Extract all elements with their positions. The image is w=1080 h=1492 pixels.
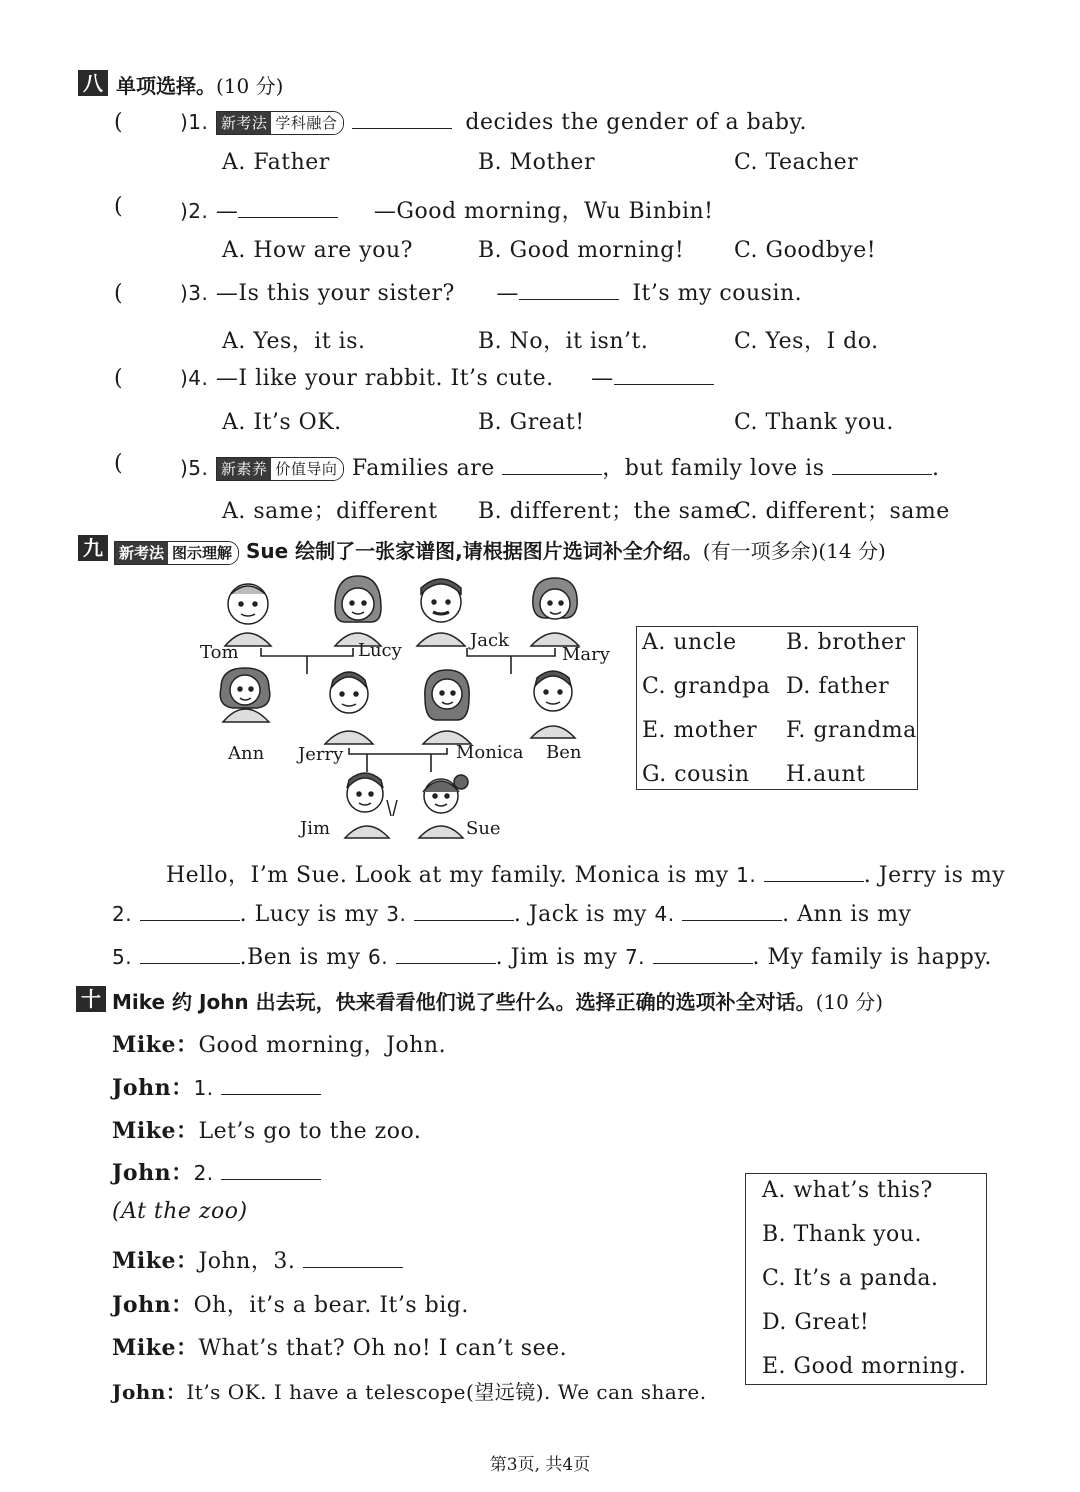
name-tom: Tom (200, 642, 239, 663)
dialog-line-3 (112, 1114, 421, 1145)
passage-l2c: . Ann is my (782, 902, 912, 927)
dialog-blank-2[interactable] (221, 1161, 321, 1180)
family-option-b: B. brother (786, 630, 906, 655)
q2-stem-after: —Good morning，Wu Binbin! (373, 199, 714, 224)
q1-option-b[interactable]: B. Mother (478, 150, 595, 175)
q5-stem-mid: ，but family love is (602, 456, 825, 481)
dialog-line-6 (112, 1244, 403, 1275)
passage-num-7: 7. (624, 945, 646, 969)
q1-stem-after: decides the gender of a baby. (465, 110, 807, 135)
dialog-text-3: Let’s go to the zoo. (198, 1119, 422, 1144)
monica-figure (423, 670, 471, 744)
ann-figure (220, 668, 270, 722)
q5-blank-2[interactable] (832, 456, 932, 475)
dialog-text-1: Good morning，John. (198, 1033, 447, 1058)
q5-paren: ( (114, 451, 123, 476)
passage-blank-1[interactable] (764, 863, 864, 882)
name-ann: Ann (228, 743, 265, 764)
jerry-figure (325, 672, 373, 744)
passage-blank-7[interactable] (653, 945, 753, 964)
section-9-tag-2: 图示理解 (168, 542, 238, 564)
dialog-text-6: John，3. (198, 1249, 296, 1274)
q1-stem (180, 110, 807, 135)
q1-num: )1. (180, 110, 209, 134)
dialog-text-5: (At the zoo) (112, 1199, 248, 1224)
q1-blank[interactable] (352, 110, 452, 129)
q4-option-a[interactable]: A. It’s OK. (222, 410, 342, 435)
dialog-text-9: It’s OK. I have a telescope(望远镜). We can share. (186, 1380, 707, 1404)
passage-l3a: .Ben is my (239, 945, 361, 970)
family-option-h: H.aunt (786, 762, 866, 787)
lucy-figure (335, 576, 381, 646)
q4-dash: — (591, 366, 614, 391)
dialog-speaker-3: Mike： (112, 1118, 199, 1144)
section-8-title (116, 70, 283, 99)
q2-dash: — (215, 199, 239, 224)
section-9-points: (有一项多余)(14 分) (702, 539, 886, 563)
q2-paren: ( (114, 194, 123, 219)
q5-tag-1: 新素养 (217, 458, 272, 480)
q1-tag (216, 111, 345, 135)
sue-figure (419, 775, 468, 838)
family-tree-illustration (195, 572, 615, 844)
jack-figure (417, 579, 465, 646)
passage-num-4: 4. (654, 902, 675, 926)
dialog-text-2: 1. (193, 1076, 214, 1100)
section-10-points: (10 分) (815, 990, 884, 1014)
page-footer: 第3页, 共4页 (489, 1455, 591, 1475)
q3-blank[interactable] (519, 281, 619, 300)
q3-option-b[interactable]: B. No，it isn’t. (478, 329, 649, 354)
q4-option-c[interactable]: C. Thank you. (734, 410, 894, 435)
q5-option-c[interactable]: C. different；same (734, 499, 950, 524)
passage-l2a: . Lucy is my (239, 902, 379, 927)
q3-num: )3. (180, 281, 209, 305)
passage-num-6: 6. (368, 945, 389, 969)
passage-blank-5[interactable] (140, 945, 240, 964)
dialog-line-9 (112, 1376, 707, 1405)
section-9-tag (114, 541, 239, 565)
q5-stem-end: . (931, 456, 940, 481)
passage-num-1: 1. (736, 863, 757, 887)
q3-stem (180, 281, 802, 306)
q2-blank[interactable] (238, 199, 338, 218)
family-option-c: C. grandpa (642, 674, 771, 699)
dialog-option-b: B. Thank you. (762, 1222, 922, 1247)
passage-blank-4[interactable] (682, 902, 782, 921)
q5-tag-2: 价值导向 (271, 458, 343, 480)
jim-figure (345, 773, 397, 838)
dialog-text-8: What’s that? Oh no! I can’t see. (198, 1336, 568, 1361)
q4-stem-before: —I like your rabbit. It’s cute. (215, 366, 554, 391)
dialog-option-c: C. It’s a panda. (762, 1266, 939, 1291)
name-mary: Mary (562, 644, 610, 665)
q2-stem (180, 194, 714, 225)
section-10-icon: 十 (76, 986, 106, 1012)
passage-line-2 (112, 902, 911, 927)
passage-l3b: . Jim is my (495, 945, 618, 970)
ben-figure (531, 671, 575, 738)
dialog-option-a: A. what’s this? (762, 1178, 933, 1203)
dialog-line-7 (112, 1288, 469, 1319)
q3-paren: ( (114, 281, 123, 306)
q2-option-b[interactable]: B. Good morning! (478, 238, 685, 263)
dialog-option-d: D. Great! (762, 1310, 870, 1335)
name-jack: Jack (470, 630, 509, 651)
name-ben: Ben (546, 742, 582, 763)
family-option-g: G. cousin (642, 762, 750, 787)
section-9-icon: 九 (78, 535, 108, 561)
q4-blank[interactable] (614, 366, 714, 385)
dialog-speaker-8: Mike： (112, 1335, 199, 1361)
dialog-line-4 (112, 1156, 321, 1187)
section-8-title-text: 单项选择。 (116, 74, 216, 98)
dialog-option-e: E. Good morning. (762, 1354, 967, 1379)
q4-stem (180, 366, 714, 391)
name-jerry: Jerry (298, 744, 344, 765)
q5-stem-before: Families are (351, 456, 495, 481)
q4-option-b[interactable]: B. Great! (478, 410, 585, 435)
dialog-line-1 (112, 1028, 446, 1059)
passage-blank-2[interactable] (140, 902, 240, 921)
q3-stem-before: —Is this your sister? (215, 281, 455, 306)
q1-tag-2: 学科融合 (271, 112, 343, 134)
section-9-title-text: Sue 绘制了一张家谱图,请根据图片选词补全介绍。 (246, 539, 703, 563)
name-lucy: Lucy (358, 640, 402, 661)
dialog-line-2 (112, 1071, 321, 1102)
family-option-d: D. father (786, 674, 890, 699)
name-jim: Jim (300, 818, 331, 839)
q3-dash: — (496, 281, 519, 306)
q1-paren: ( (114, 110, 123, 135)
section-10-title (112, 986, 883, 1015)
passage-num-3: 3. (386, 902, 407, 926)
dialog-blank-1[interactable] (221, 1076, 321, 1095)
name-sue: Sue (466, 818, 501, 839)
dialog-text-7: Oh，it’s a bear. It’s big. (193, 1293, 469, 1318)
passage-blank-6[interactable] (396, 945, 496, 964)
q1-tag-1: 新考法 (217, 112, 272, 134)
dialog-speaker-7: John： (112, 1292, 194, 1318)
passage-line-3 (112, 945, 992, 970)
q5-blank-1[interactable] (502, 456, 602, 475)
passage-l1a: Hello，I’m Sue. Look at my family. Monica is my (166, 863, 729, 888)
section-10-title-text: Mike 约 John 出去玩，快来看看他们说了些什么。选择正确的选项补全对话。 (112, 990, 816, 1014)
line-jerry-monica (349, 748, 447, 754)
dialog-line-8 (112, 1331, 567, 1362)
q5-option-a[interactable]: A. same；different (222, 499, 438, 524)
tom-figure (225, 584, 271, 646)
q2-option-a[interactable]: A. How are you? (222, 238, 413, 263)
q5-tag (216, 457, 345, 481)
q5-option-b[interactable]: B. different；the same (478, 499, 739, 524)
passage-l1b: . Jerry is my (863, 863, 1006, 888)
dialog-line-5 (112, 1199, 248, 1224)
q4-paren: ( (114, 366, 123, 391)
dialog-speaker-9: John： (112, 1380, 187, 1404)
passage-num-2: 2. (112, 902, 133, 926)
q3-option-c[interactable]: C. Yes，I do. (734, 329, 879, 354)
section-8-points: (10 分) (216, 74, 284, 98)
q1-option-a[interactable]: A. Father (222, 150, 330, 175)
q3-option-a[interactable]: A. Yes，it is. (222, 329, 366, 354)
q3-stem-after: It’s my cousin. (632, 281, 803, 306)
passage-l2b: . Jack is my (513, 902, 647, 927)
section-9-title (114, 535, 886, 565)
family-option-e: E. mother (642, 718, 758, 743)
name-monica: Monica (456, 742, 524, 763)
mary-figure (531, 578, 579, 646)
q2-option-c[interactable]: C. Goodbye! (734, 238, 877, 263)
family-option-f: F. grandma (786, 718, 917, 743)
dialog-speaker-1: Mike： (112, 1032, 199, 1058)
q1-option-c[interactable]: C. Teacher (734, 150, 859, 175)
q5-num: )5. (180, 456, 209, 480)
dialog-blank-3[interactable] (303, 1249, 403, 1268)
q5-stem (180, 451, 939, 482)
q4-num: )4. (180, 366, 209, 390)
dialog-speaker-2: John： (112, 1075, 194, 1101)
section-8-icon: 八 (78, 70, 108, 96)
q2-num: )2. (180, 199, 209, 223)
passage-l3c: . My family is happy. (752, 945, 992, 970)
passage-blank-3[interactable] (414, 902, 514, 921)
dialog-speaker-4: John： (112, 1160, 194, 1186)
line-tom-lucy (261, 648, 353, 656)
passage-line-1 (166, 858, 1005, 889)
dialog-text-4: 2. (193, 1161, 214, 1185)
family-option-a: A. uncle (642, 630, 737, 655)
passage-num-5: 5. (112, 945, 133, 969)
dialog-speaker-6: Mike： (112, 1248, 199, 1274)
section-9-tag-1: 新考法 (115, 542, 168, 564)
